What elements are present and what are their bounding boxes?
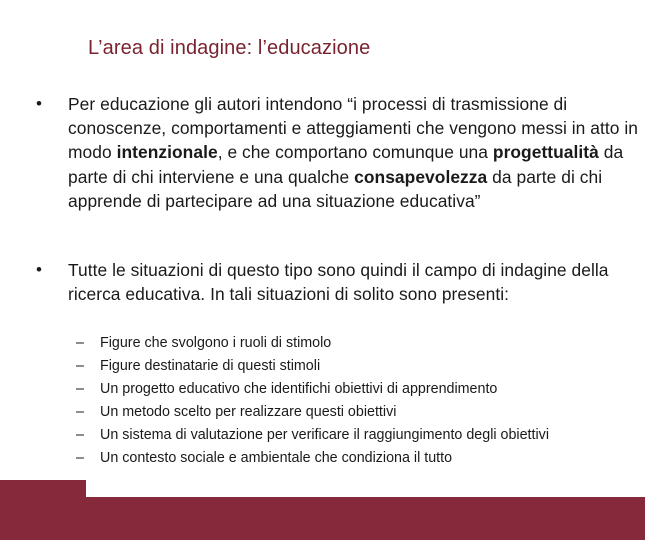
bullet-text-definition (68, 92, 638, 213)
list-item (76, 355, 642, 378)
list-item-text: Un contesto sociale e ambientale che condiziona il tutto (100, 450, 453, 467)
list-item-text: Un progetto educativo che identifichi obiettivi di apprendimento (100, 381, 498, 398)
list-item-text: Figure destinatarie di questi stimoli (100, 358, 321, 375)
text-segment: , e che comportano comunque una (217, 142, 493, 163)
bold-term-intenzionale: intenzionale (116, 142, 218, 163)
bold-term-progettualita: progettualità (492, 142, 599, 163)
dash-marker: – (76, 404, 84, 421)
text-segment: da parte di chi apprende di partecipare ad una situazione educativa” (68, 166, 603, 211)
list-item (76, 332, 642, 355)
list-item (76, 424, 642, 447)
list-item (76, 378, 642, 401)
text-segment: Per educazione gli autori intendono “i processi di trasmissione di conoscenze, comportamenti e atteggiamenti che vengono messi in atto in modo (68, 94, 638, 163)
dash-marker: – (76, 335, 84, 351)
list-item-text: Un sistema di valutazione per verificare il raggiungimento degli obiettivi (100, 427, 549, 444)
text-segment: da parte di chi interviene e una qualche (68, 142, 624, 187)
dash-marker: – (76, 450, 84, 467)
list-item-text: Figure che svolgono i ruoli di stimolo (100, 335, 332, 351)
list-item (76, 401, 642, 424)
dash-marker: – (76, 358, 84, 375)
dash-marker: – (76, 427, 84, 444)
bold-term-consapevolezza: consapevolezza (354, 166, 488, 187)
slide-title: L’area di indagine: l’educazione (88, 37, 371, 59)
bullet-text-situations: Tutte le situazioni di questo tipo sono quindi il campo di indagine della ricerca educativa. In tali situazioni di solito sono presenti: (68, 260, 609, 305)
bullet-marker: • (36, 94, 42, 113)
footer-band-notch (0, 480, 86, 497)
list-item-text: Un metodo scelto per realizzare questi obiettivi (100, 404, 397, 421)
dash-marker: – (76, 381, 84, 398)
sub-list (76, 332, 642, 471)
list-item (76, 447, 642, 470)
bullet-marker: • (36, 260, 42, 279)
footer-band (0, 497, 645, 540)
